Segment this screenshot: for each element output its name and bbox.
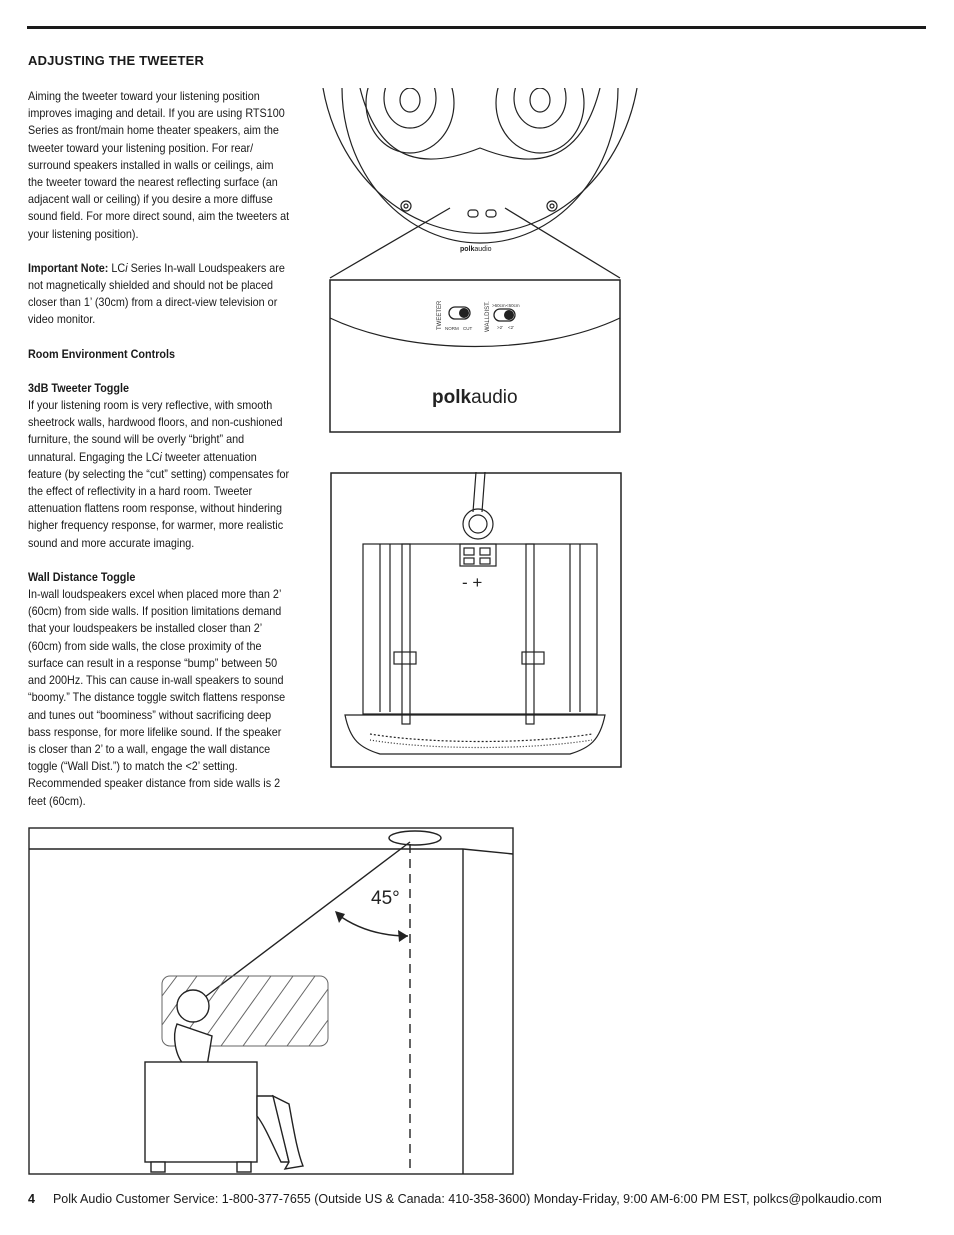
section-heading: ADJUSTING THE TWEETER	[28, 53, 205, 68]
brand-logo: polkaudio	[432, 387, 518, 408]
customer-service-info: Polk Audio Customer Service: 1-800-377-7655 (Outside US & Canada: 410-358-3600) Monday-Friday, 9:00 AM-6:00 PM EST, polkcs@polkaudio.com	[52, 1192, 882, 1206]
angle-label: 45°	[371, 888, 400, 909]
walldist-label: WALLDIST.	[485, 301, 491, 332]
speaker-side-figure	[330, 472, 624, 770]
tweeter-toggle-section: 3dB Tweeter Toggle If your listening room is very reflective, with smooth sheetrock walls, hardwood floors, and non-cushioned furniture, the sound will be overly “bright” and unnatural. Engaging the LCi tweeter attenuation feature (by selecting the “cut” setting) compensates for the effect of reflectivity in a hard room. Tweeter attenuation flattens room response, without hindering higher frequency response, for warmer, more realistic sound and more accurate imaging.	[28, 380, 290, 550]
speaker-toggle-figure	[320, 88, 640, 436]
svg-text:NORM: NORM	[445, 326, 459, 331]
intro-paragraph: Aiming the tweeter toward your listening position improves imaging and detail. If you are using RTS100 Series as front/main home theater speakers, aim the tweeter toward your listening position. For rear/ surround speakers installed in walls or ceilings, aim the tweeter toward the nearest reflecting surface (an adjacent wall or ceiling) if you desire a more diffuse sound field. For more direct sound, aim the tweeters at your listening position).	[28, 89, 290, 241]
page-footer	[28, 1192, 882, 1206]
important-note: Important Note: LCi Series In-wall Loudspeakers are not magnetically shielded and should not be placed closer than 1’ (30cm) from a direct-view television or video monitor.	[28, 260, 285, 327]
tweeter-toggle-heading: 3dB Tweeter Toggle	[28, 380, 130, 395]
svg-text:<2': <2'	[508, 325, 514, 330]
svg-text:<60cm: <60cm	[506, 303, 520, 308]
svg-text:>2': >2'	[497, 325, 503, 330]
woofer-left-icon	[366, 88, 454, 153]
body-column	[28, 88, 291, 827]
svg-text:>60cm: >60cm	[492, 303, 506, 308]
room-controls-heading: Room Environment Controls	[28, 346, 176, 361]
top-rule	[27, 26, 926, 29]
svg-text:CUT: CUT	[463, 326, 473, 331]
page-number: 4	[28, 1192, 35, 1206]
note-label: Important Note:	[28, 260, 109, 275]
listener-head-icon	[177, 990, 209, 1022]
ceiling-speaker-icon	[389, 831, 441, 845]
polarity-label: - +	[462, 573, 483, 592]
tweeter-label: TWEETER	[437, 300, 443, 330]
room-angle-figure	[27, 826, 515, 1178]
chair-icon	[145, 1062, 257, 1162]
wire-ring-icon	[463, 509, 493, 539]
toggle-detail-box	[330, 280, 620, 432]
brand-small: polkaudio	[460, 246, 492, 253]
wall-toggle-section: Wall Distance Toggle In-wall loudspeakers excel when placed more than 2’ (60cm) from side walls. If position limitations demand that your loudspeakers be installed closer than 2’ (60cm) from side walls, the close proximity of the surface can result in a response “bump” between 50 and 200Hz. This can cause in-wall speakers to sound “boomy.” The distance toggle switch flattens response and tunes out “boominess” without sacrificing deep bass response, for more lifelike sound. If the speaker is closer than 2’ to a wall, engage the wall distance toggle (“Wall Dist.”) to match the <2’ setting. Recommended speaker distance from side walls is 2 feet (60cm).	[28, 569, 286, 808]
wall-toggle-heading: Wall Distance Toggle	[28, 569, 136, 584]
